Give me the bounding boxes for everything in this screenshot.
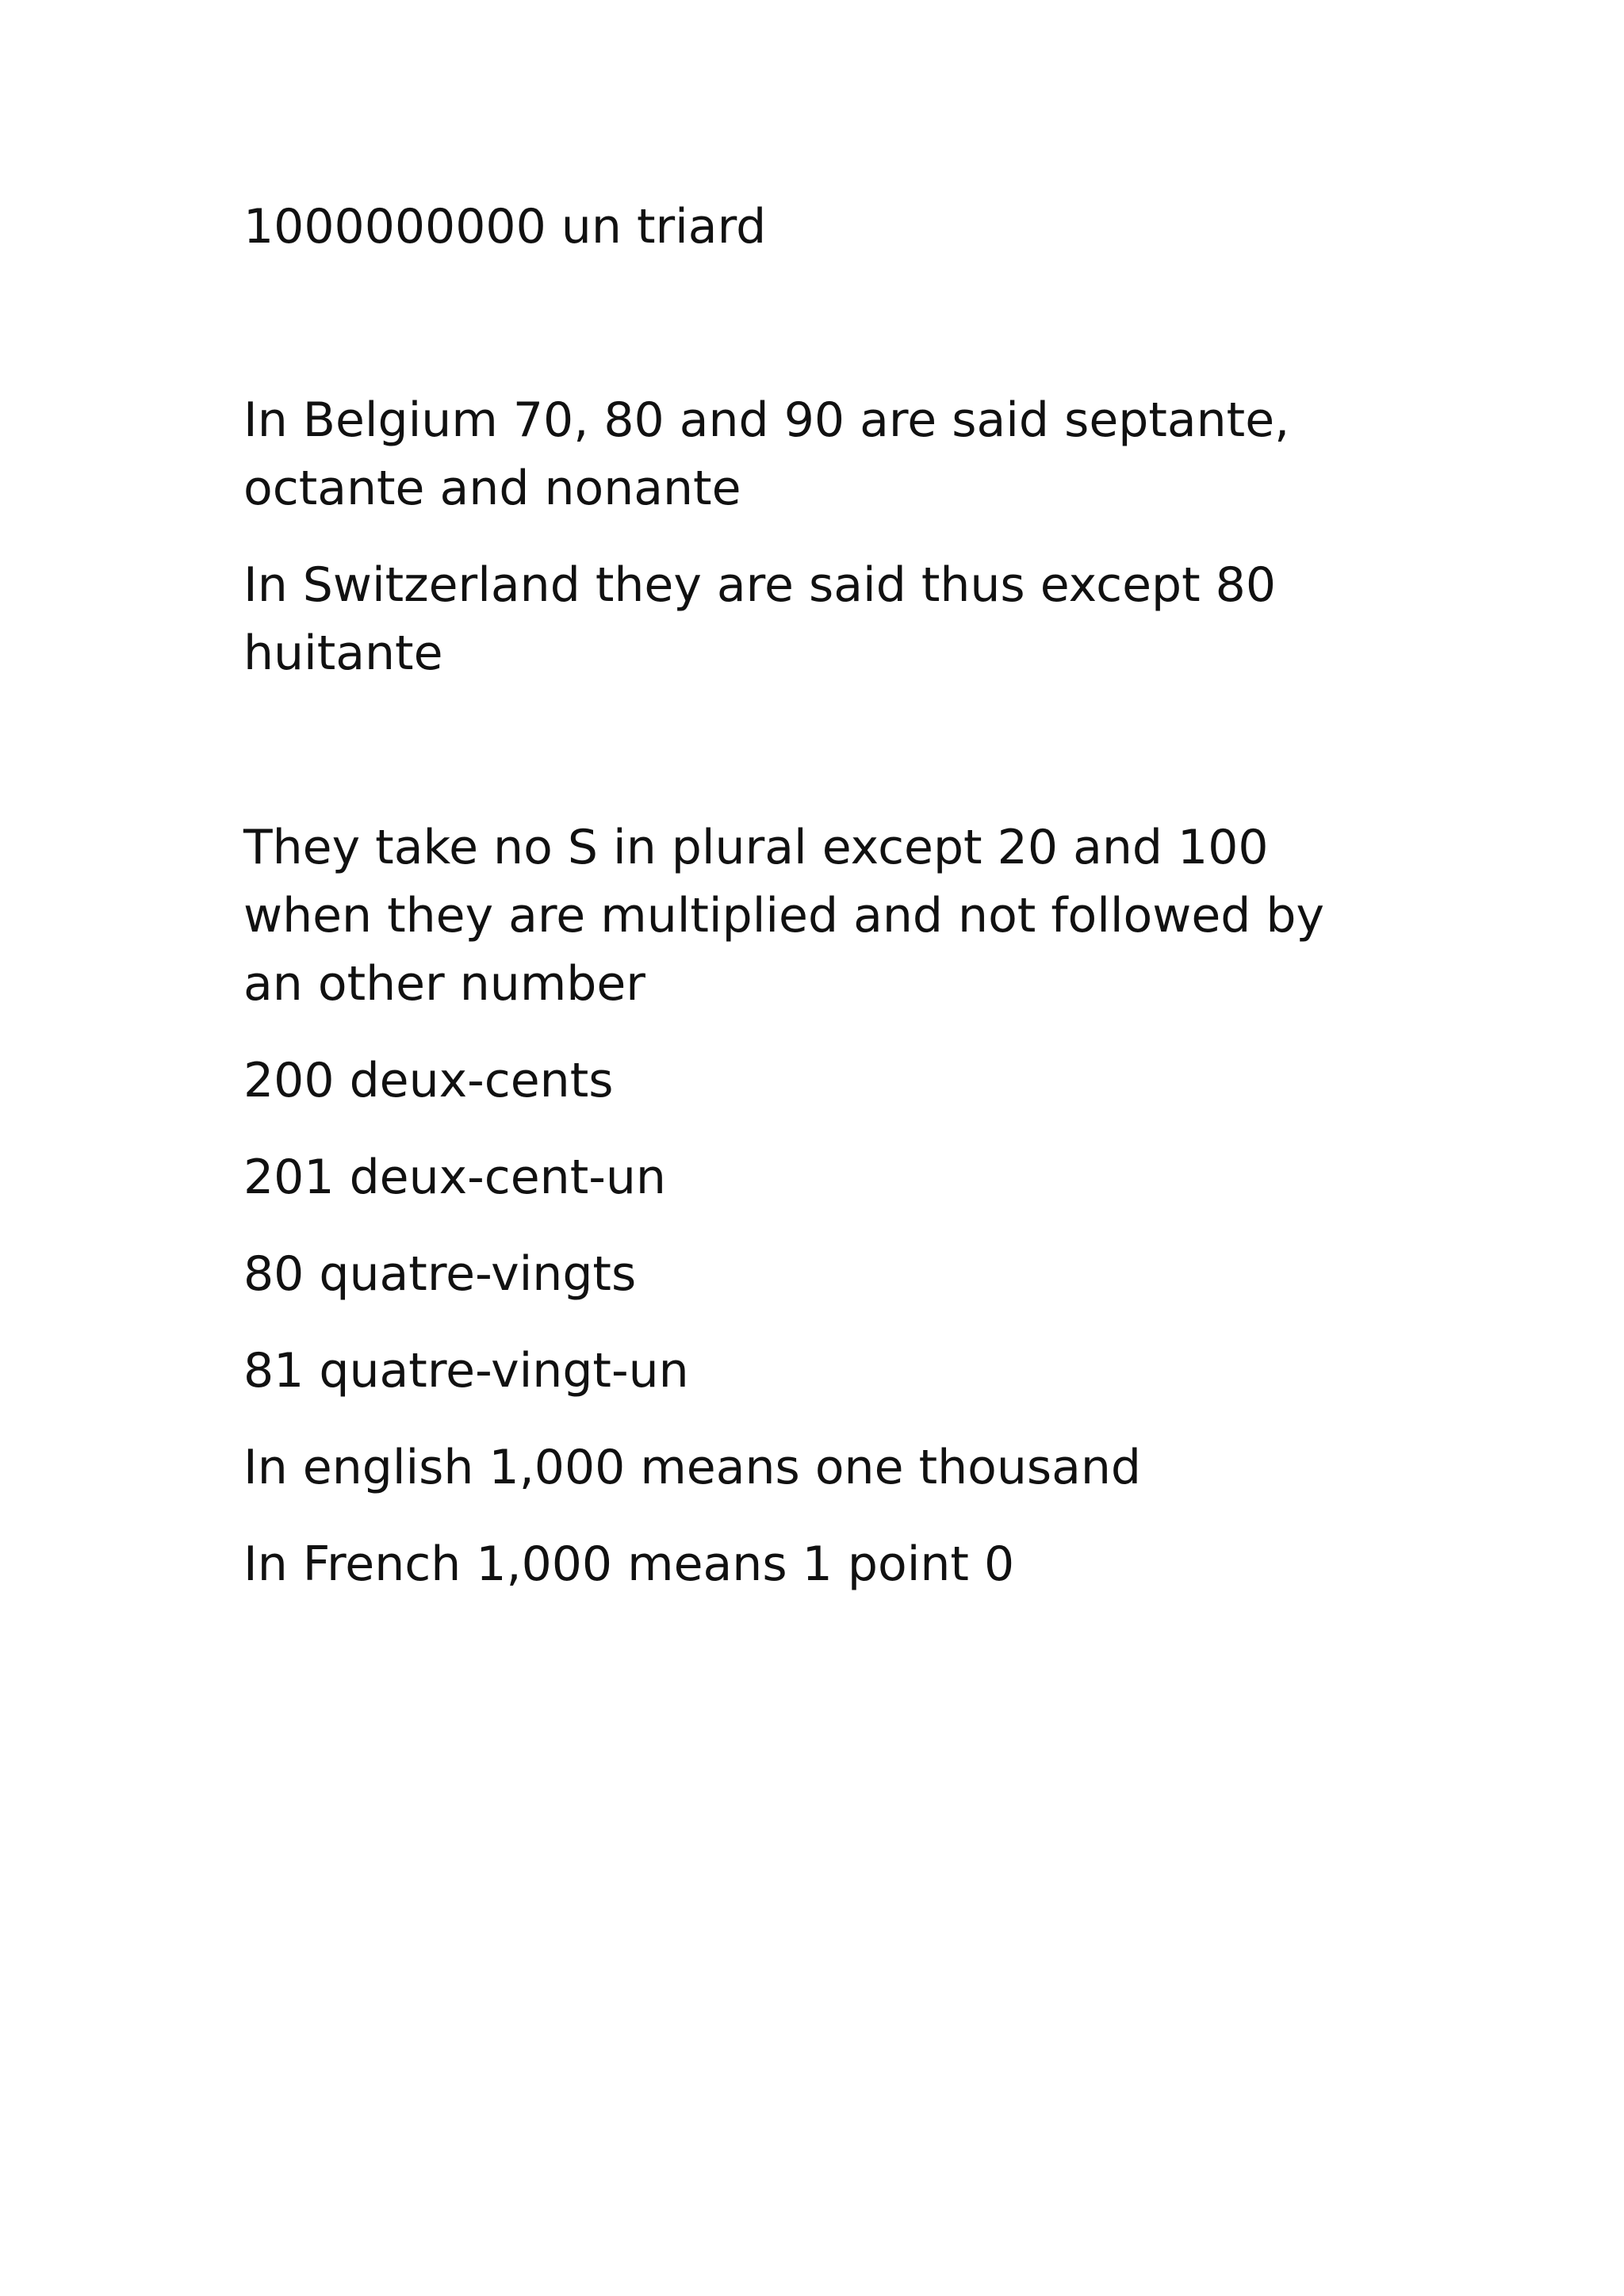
text-line-belgium-1: In Belgium 70, 80 and 90 are said septante, [243, 392, 1290, 448]
text-line-plural-rule-2: when they are multiplied and not followed by [243, 888, 1325, 943]
text-line-triard: 1000000000 un triard [243, 199, 767, 254]
text-line-switzerland-1: In Switzerland they are said thus except 80 [243, 557, 1277, 613]
text-line-81: 81 quatre-vingt-un [243, 1343, 689, 1399]
text-line-200: 200 deux-cents [243, 1053, 614, 1108]
text-line-201: 201 deux-cent-un [243, 1150, 666, 1205]
text-line-switzerland-2: huitante [243, 626, 443, 681]
text-line-plural-rule-1: They take no S in plural except 20 and 100 [243, 820, 1269, 875]
text-line-english-thousand: In english 1,000 means one thousand [243, 1440, 1142, 1495]
text-line-plural-rule-3: an other number [243, 956, 645, 1012]
text-line-french-thousand: In French 1,000 means 1 point 0 [243, 1536, 1015, 1592]
text-line-belgium-2: octante and nonante [243, 461, 741, 516]
text-line-80: 80 quatre-vingts [243, 1246, 637, 1302]
